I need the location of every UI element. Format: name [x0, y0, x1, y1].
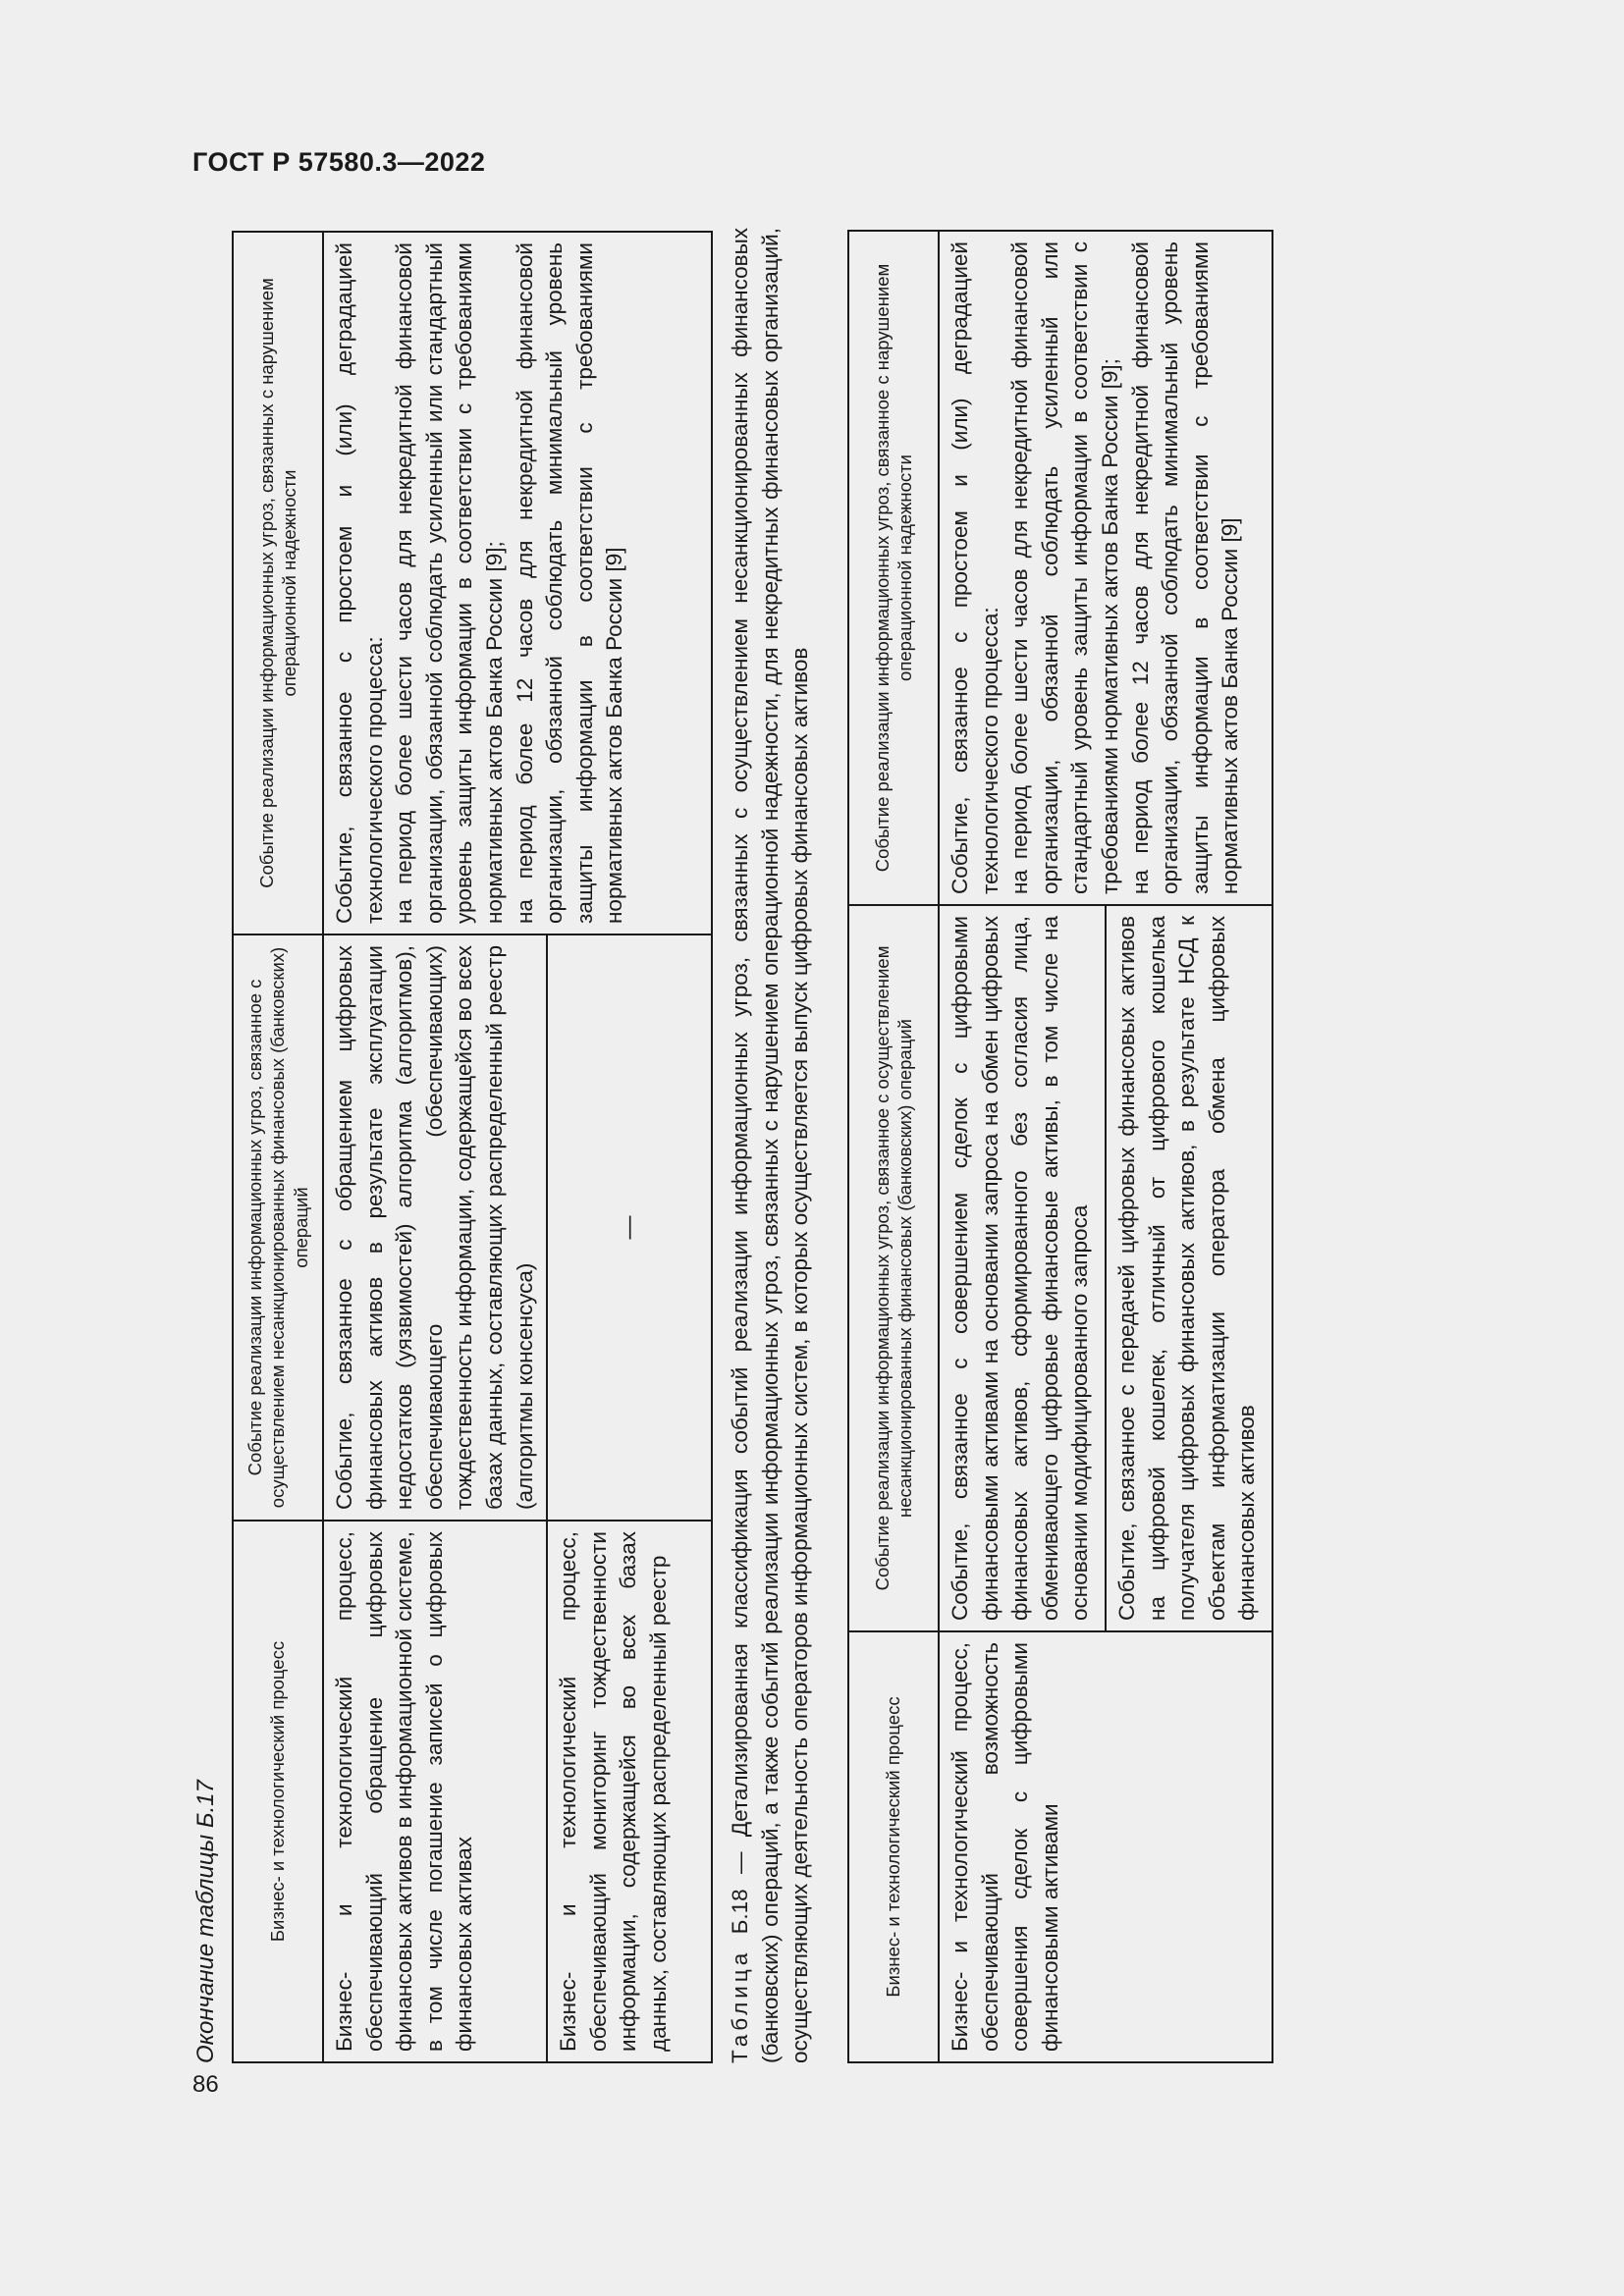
table-header-row: [233, 232, 323, 2062]
table-header-row: [848, 231, 939, 2062]
table-b18: [847, 230, 1273, 2063]
column-header-unauthorized: Событие реализации информационных угроз, связанное с осуществлением несанкционированных финансовых (банковских) операций: [848, 905, 939, 1631]
page-number: 86: [192, 2071, 219, 2098]
process-cell: Бизнес- и технологический процесс, обеспечивающий обращение цифровых финансовых активов в информационной системе, в том числе погашение записей о цифровых финансовых активах: [323, 1521, 547, 2062]
column-header-reliability: Событие реализации информационных угроз, связанных с нарушением операционной надежности: [233, 232, 323, 934]
reliability-event-cell: Событие, связанное с простоем и (или) деградацией технологического процесса: на период более шести часов для некредитной финансовой организации, обязанной соблюдать усиленный или стандартный уровень защиты информации в соответствии с требованиями нормативных актов Банка России [9]; на период более 12 часов для некредитной финансовой организации, обязанной соблюдать минимальный уровень защиты информации в соответствии с требованиями нормативных актов Банка России [9]: [323, 232, 712, 934]
table-row: [939, 231, 1106, 2062]
column-header-reliability: Событие реализации информационных угроз, связанное с нарушением операционной надежности: [848, 231, 939, 905]
column-header-process: Бизнес- и технологический процесс: [233, 1521, 323, 2062]
empty-value-dash: —: [547, 934, 712, 1521]
table-caption-text: Б.18 — Детализированная классификация событий реализации информационных угроз, связанных с осуществлением несанкционированных финансовых (банковских) операций, а также событий реализации информационных угроз, связанных с нарушением операционной надежности, для некредитных финансовых организаций, осуществляющих деятельность операторов информационных систем, в которых осуществляется выпуск цифровых финансовых активов: [728, 228, 813, 2063]
table-b18-caption: [726, 228, 816, 2063]
table-row: [323, 232, 547, 2062]
process-cell: Бизнес- и технологический процесс, обеспечивающий мониторинг тождественности информации, содержащейся во всех базах данных, составляющих распределенный реестр: [547, 1521, 712, 2062]
document-header: ГОСТ Р 57580.3—2022: [192, 147, 486, 177]
column-header-process: Бизнес- и технологический процесс: [848, 1631, 939, 2062]
table-continuation-caption: Окончание таблицы Б.17: [192, 1780, 219, 2063]
process-cell: Бизнес- и технологический процесс, обеспечивающий возможность совершения сделок с цифровыми финансовыми активами: [939, 1631, 1272, 2062]
table-b17-end: [232, 231, 713, 2063]
column-header-unauthorized: Событие реализации информационных угроз, связанное с осуществлением несанкционированных финансовых (банковских) операций: [233, 934, 323, 1521]
rotated-content: [192, 228, 1371, 2063]
reliability-event-cell: Событие, связанное с простоем и (или) деградацией технологического процесса: на период более шести часов для некредитной финансовой организации, обязанной соблюдать усиленный или стандартный уровень защиты информации в соответствии с требованиями нормативных актов Банка России [9]; на период более 12 часов для некредитной финансовой организации, обязанной соблюдать минимальный уровень защиты информации в соответствии с требованиями нормативных актов Банка России [9]: [939, 231, 1272, 905]
unauthorized-event-cell: Событие, связанное с передачей цифровых финансовых активов на цифровой кошелек, отличный от цифрового кошелька получателя цифровых финансовых активов, в результате НСД к объектам информатизации оператора обмена цифровых финансовых активов: [1106, 905, 1272, 1631]
unauthorized-event-cell: Событие, связанное с обращением цифровых финансовых активов в результате эксплуатации недостатков (уязвимостей) алгоритма (алгоритмов), обеспечивающего (обеспечивающих) тождественность информации, содержащейся во всех базах данных, составляющих распределенный реестр (алгоритмы консенсуса): [323, 934, 547, 1521]
unauthorized-event-cell: Событие, связанное с совершением сделок с цифровыми финансовыми активами на основании запроса на обмен цифровых финансовых активов, сформированного без согласия лица, обменивающего цифровые финансовые активы, в том числе на основании модифицированного запроса: [939, 905, 1106, 1631]
table-caption-label: Таблица: [728, 1949, 752, 2063]
